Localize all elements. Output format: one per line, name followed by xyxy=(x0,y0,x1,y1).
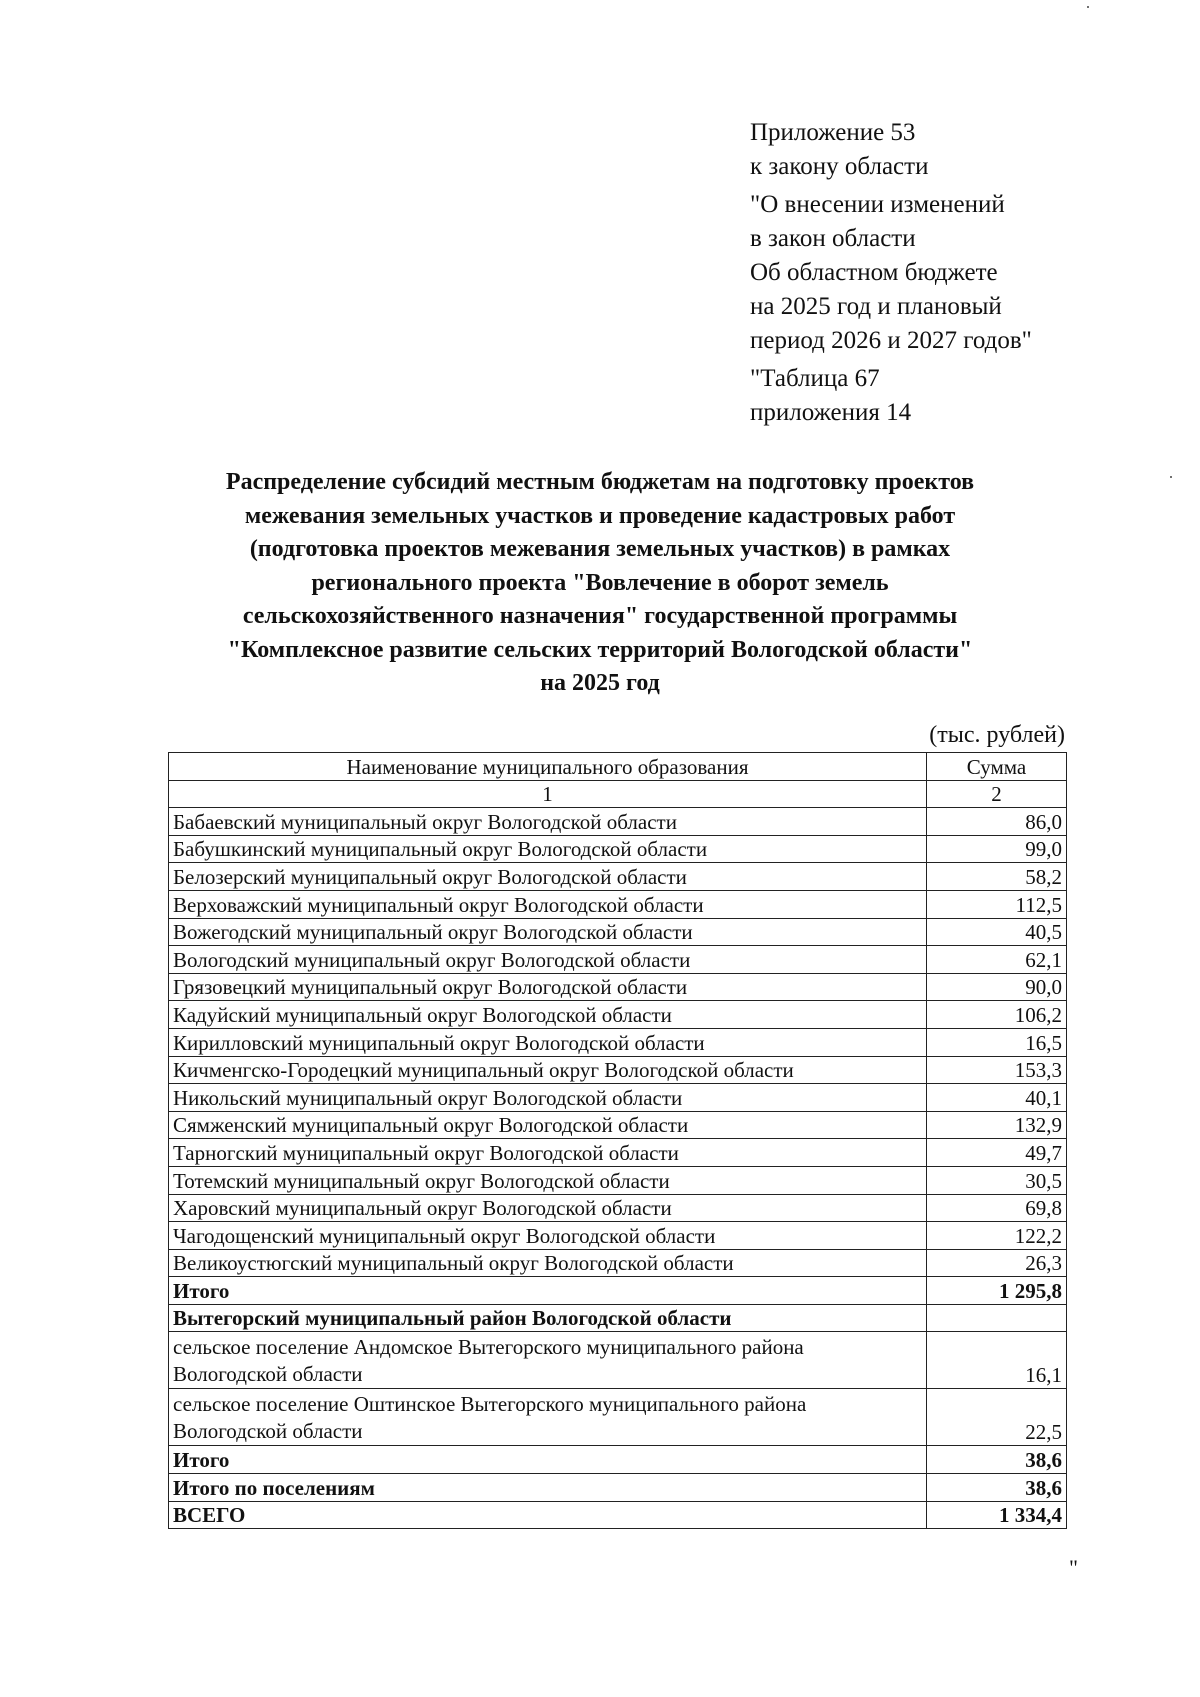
law-title xyxy=(750,188,1150,358)
row-name: Кирилловский муниципальный округ Вологодской области xyxy=(169,1028,927,1056)
annex-line: в закон области xyxy=(750,225,916,252)
row-value: 30,5 xyxy=(927,1166,1067,1194)
table-row xyxy=(169,1166,1067,1194)
annex-line: приложения 14 xyxy=(750,399,912,426)
header-sum: Сумма xyxy=(927,753,1067,781)
annex-line: Приложение 53 xyxy=(750,119,916,146)
grand-total-row xyxy=(169,1501,1067,1529)
annex-line: период 2026 и 2027 годов" xyxy=(750,327,1032,354)
row-name: Тарногский муниципальный округ Вологодской области xyxy=(169,1139,927,1167)
annex-header xyxy=(750,116,1150,430)
units-label: (тыс. рублей) xyxy=(929,722,1065,748)
column-number: 2 xyxy=(927,780,1067,808)
title-line: (подготовка проектов межевания земельных участков) в рамках xyxy=(249,536,951,562)
region-heading: Вытегорский муниципальный район Вологодской области xyxy=(169,1304,927,1332)
row-name: Бабушкинский муниципальный округ Вологодской области xyxy=(169,835,927,863)
table-row xyxy=(169,835,1067,863)
row-value: 49,7 xyxy=(927,1139,1067,1167)
table-row xyxy=(169,1222,1067,1250)
total-label: Итого xyxy=(169,1446,927,1474)
total-value: 1 295,8 xyxy=(927,1277,1067,1305)
region-heading-empty xyxy=(927,1304,1067,1332)
total-value: 38,6 xyxy=(927,1446,1067,1474)
row-name: Кадуйский муниципальный округ Вологодской области xyxy=(169,1001,927,1029)
table-row xyxy=(169,946,1067,974)
row-name: Бабаевский муниципальный округ Вологодской области xyxy=(169,808,927,836)
title-line: сельскохозяйственного назначения" государственной программы xyxy=(242,603,958,629)
title-line: межевания земельных участков и проведение кадастровых работ xyxy=(244,502,956,529)
table-header-row xyxy=(169,753,1067,781)
row-name: Сямженский муниципальный округ Вологодской области xyxy=(169,1111,927,1139)
title-line: на 2025 год xyxy=(540,670,660,696)
scan-speck xyxy=(1170,476,1172,478)
closing-quote: " xyxy=(1069,1555,1078,1580)
row-value: 99,0 xyxy=(927,835,1067,863)
document-title xyxy=(170,466,1030,701)
row-value: 26,3 xyxy=(927,1249,1067,1277)
total-label: ВСЕГО xyxy=(169,1501,927,1529)
region-heading-row xyxy=(169,1304,1067,1332)
row-value: 58,2 xyxy=(927,863,1067,891)
total-value: 1 334,4 xyxy=(927,1501,1067,1529)
row-value: 90,0 xyxy=(927,973,1067,1001)
total-label: Итого xyxy=(169,1277,927,1305)
row-value: 86,0 xyxy=(927,808,1067,836)
total-label: Итого по поселениям xyxy=(169,1474,927,1502)
settlements-grand-row xyxy=(169,1474,1067,1502)
row-value: 40,1 xyxy=(927,1084,1067,1112)
table-row xyxy=(169,1001,1067,1029)
table-row xyxy=(169,1111,1067,1139)
table-row xyxy=(169,1389,1067,1446)
settlements-total-row xyxy=(169,1446,1067,1474)
row-value: 153,3 xyxy=(927,1056,1067,1084)
row-value: 16,5 xyxy=(927,1028,1067,1056)
row-name: Харовский муниципальный округ Вологодской области xyxy=(169,1194,927,1222)
row-value: 40,5 xyxy=(927,918,1067,946)
table-row xyxy=(169,1332,1067,1389)
row-name: Белозерский муниципальный округ Вологодской области xyxy=(169,863,927,891)
annex-line: Об областном бюджете xyxy=(750,259,998,286)
row-value: 69,8 xyxy=(927,1194,1067,1222)
row-name: Никольский муниципальный округ Вологодской области xyxy=(169,1084,927,1112)
table-row xyxy=(169,973,1067,1001)
table-row xyxy=(169,863,1067,891)
row-name: сельское поселение Оштинское Вытегорского муниципального района Вологодской области xyxy=(169,1389,927,1446)
row-name: Верховажский муниципальный округ Вологодской области xyxy=(169,890,927,918)
row-value: 106,2 xyxy=(927,1001,1067,1029)
total-value: 38,6 xyxy=(927,1474,1067,1502)
annex-line: "О внесении изменений xyxy=(750,191,1005,218)
annex-line: к закону области xyxy=(750,153,929,180)
subsidy-table xyxy=(168,752,1067,1529)
districts-total-row xyxy=(169,1277,1067,1305)
row-value: 62,1 xyxy=(927,946,1067,974)
table-row xyxy=(169,918,1067,946)
row-value: 132,9 xyxy=(927,1111,1067,1139)
row-name: сельское поселение Андомское Вытегорского муниципального района Вологодской области xyxy=(169,1332,927,1389)
annex-line: "Таблица 67 xyxy=(750,365,880,392)
title-line: "Комплексное развитие сельских территорий Вологодской области" xyxy=(227,636,973,663)
row-name: Вологодский муниципальный округ Вологодской области xyxy=(169,946,927,974)
row-value: 122,2 xyxy=(927,1222,1067,1250)
row-value: 112,5 xyxy=(927,890,1067,918)
row-name: Чагодощенский муниципальный округ Вологодской области xyxy=(169,1222,927,1250)
header-name: Наименование муниципального образования xyxy=(169,753,927,781)
row-name: Великоустюгский муниципальный округ Вологодской области xyxy=(169,1249,927,1277)
table-row xyxy=(169,1194,1067,1222)
table-row xyxy=(169,808,1067,836)
row-value: 22,5 xyxy=(927,1389,1067,1446)
scan-speck xyxy=(1087,6,1089,8)
title-line: регионального проекта "Вовлечение в оборот земель xyxy=(311,569,889,596)
row-name: Вожегодский муниципальный округ Вологодской области xyxy=(169,918,927,946)
row-value: 16,1 xyxy=(927,1332,1067,1389)
table-row xyxy=(169,890,1067,918)
annex-line: на 2025 год и плановый xyxy=(750,293,1002,320)
table-row xyxy=(169,1139,1067,1167)
column-number: 1 xyxy=(169,780,927,808)
column-number-row xyxy=(169,780,1067,808)
table-row xyxy=(169,1084,1067,1112)
row-name: Тотемский муниципальный округ Вологодской области xyxy=(169,1166,927,1194)
annex-reference xyxy=(750,116,1150,184)
row-name: Грязовецкий муниципальный округ Вологодской области xyxy=(169,973,927,1001)
title-line: Распределение субсидий местным бюджетам на подготовку проектов xyxy=(225,469,975,495)
table-reference xyxy=(750,362,1150,430)
row-name: Кичменгско-Городецкий муниципальный округ Вологодской области xyxy=(169,1056,927,1084)
table-row xyxy=(169,1249,1067,1277)
table-row xyxy=(169,1028,1067,1056)
table-row xyxy=(169,1056,1067,1084)
